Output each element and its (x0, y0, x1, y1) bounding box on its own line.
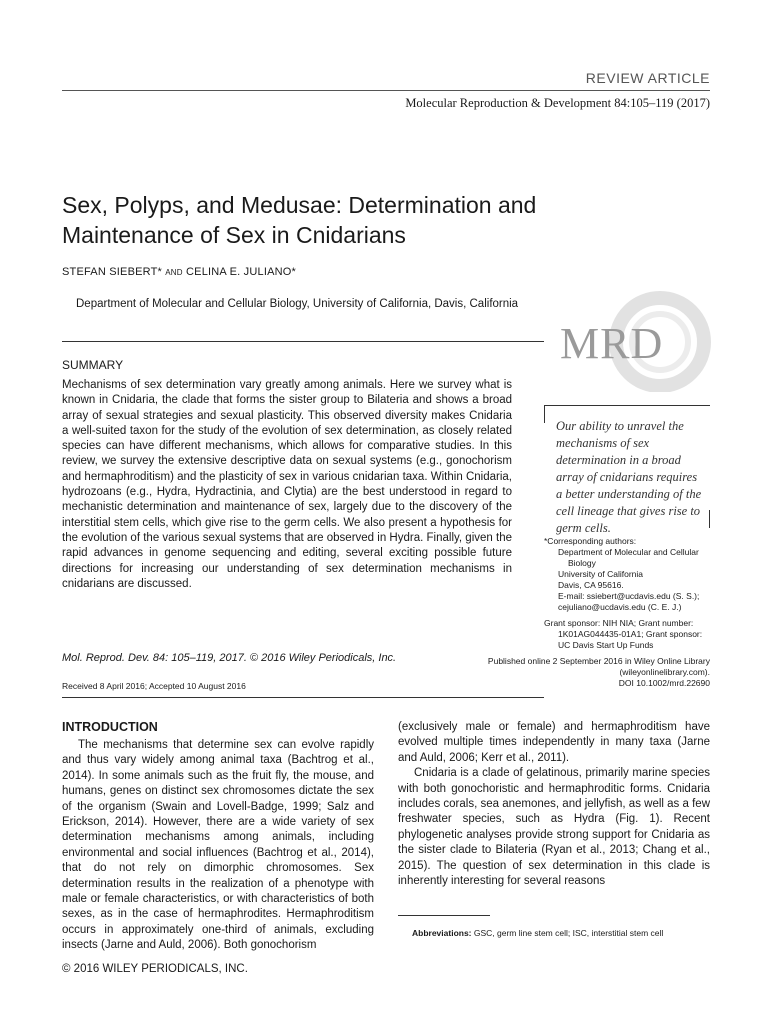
grant-line: Grant sponsor: NIH NIA; Grant number: (544, 618, 694, 628)
article-title: Sex, Polyps, and Medusae: Determination and Maintenance of Sex in Cnidarians (62, 192, 537, 248)
pull-quote: Our ability to unravel the mechanisms of sex determination in a broad array of cnidarians requires a better understanding of the cell lineage that gives rise to germ cells. (556, 419, 702, 535)
summary-rule (62, 341, 544, 342)
grant-line: UC Davis Start Up Funds (558, 640, 654, 650)
body-column-1 (62, 738, 374, 954)
corr-line: Biology (568, 558, 596, 568)
article-type-label: REVIEW ARTICLE (585, 70, 710, 86)
received-dates: Received 8 April 2016; Accepted 10 August 2016 (62, 681, 246, 691)
author-line (62, 266, 296, 278)
introduction-heading: INTRODUCTION (62, 720, 158, 734)
footnote-rule (398, 915, 490, 916)
summary-heading: SUMMARY (62, 358, 124, 372)
grant-info (544, 618, 716, 651)
header-rule (62, 90, 710, 91)
grant-line: 1K01AG044435-01A1; Grant sponsor: (558, 629, 703, 639)
doi-link[interactable]: DOI 10.1002/mrd.22690 (618, 678, 710, 688)
publication-link[interactable]: (wileyonlinelibrary.com). (619, 667, 710, 677)
journal-citation: Molecular Reproduction & Development 84:105–119 (2017) (405, 96, 710, 110)
author-1: STEFAN SIEBERT* (62, 266, 162, 278)
body-column-2 (398, 720, 710, 889)
corr-email[interactable]: cejuliano@ucdavis.edu (C. E. J.) (558, 602, 682, 612)
body-paragraph: (exclusively male or female) and hermaphroditism have evolved multiple times independently in many taxa (Jarne and Auld, 2006; Kerr et al., 2011). (398, 721, 710, 764)
article-citation: Mol. Reprod. Dev. 84: 105–119, 2017. © 2016 Wiley Periodicals, Inc. (62, 652, 397, 664)
corresponding-authors (544, 536, 714, 613)
abbreviations-footnote (412, 928, 663, 938)
author-conjunction: AND (165, 268, 183, 277)
abbreviations-text: GSC, germ line stem cell; ISC, interstitial stem cell (471, 928, 664, 938)
body-paragraph: The mechanisms that determine sex can evolve rapidly and thus vary widely among animal taxa (Bachtrog et al., 2014). In some animals such as the fruit fly, the mouse, and humans, genes on distinct sex chromosomes dictate the sex of the organism (Swain and Lovell-Badge, 1999; Salz and Erickson, 2014). However, there are a wide variety of sex determination mechanisms among animals, including environmental and social influences (Bachtrog et al., 2014), that do not rely on dimorphic chromosomes. Sex determination results in the realization of a phenotype with male or female characteristics, or with characteristics of both sexes, as in the case of hermaphrodites. Hermaphroditism occurs in approximately one-third of animals, excluding insects (Jarne and Auld, 2006). Both gonochorism (62, 739, 374, 952)
corr-label: *Corresponding authors: (544, 536, 637, 546)
body-paragraph: Cnidaria is a clade of gelatinous, primarily marine species with both gonochoristic and hermaphroditic forms. Cnidaria includes corals, sea anemones, and jellyfish, as well as a few freshwater species, such as Hydra (Fig. 1). Recent phylogenetic analyses provide strong support for Cnidaria as the sister clade to Bilateria (Ryan et al., 2013; Chang et al., 2015). The question of sex determination in this clade is inherently interesting for several reasons (398, 767, 710, 888)
author-2: CELINA E. JULIANO* (186, 266, 297, 278)
journal-logo-text: MRD (560, 319, 664, 368)
publication-info (470, 656, 710, 689)
corr-email[interactable]: E-mail: ssiebert@ucdavis.edu (S. S.); (558, 591, 700, 601)
received-rule (62, 697, 544, 698)
corr-line: Davis, CA 95616. (558, 580, 624, 590)
corr-line: University of California (558, 569, 644, 579)
affiliation: Department of Molecular and Cellular Biology, University of California, Davis, California (76, 298, 519, 310)
summary-text: Mechanisms of sex determination vary greatly among animals. Here we survey what is known in Cnidaria, the clade that forms the sister group to Bilateria and shows a broad array of sexual strategies and sexual plasticity. This observed diversity makes Cnidaria a well-suited taxon for the study of the evolution of sex determination, as closely related species can have different mechanisms, which allows for comparative studies. In this review, we survey the extensive descriptive data on sexual systems (e.g., gonochorism and hermaphroditism) and the plasticity of sex in various cnidarian taxa. Within Cnidaria, hydrozoans (e.g., Hydra, Hydractinia, and Clytia) are the best understood in regard to mechanistic determination and maintenance of sex, largely due to the discovery of the interstitial stem cells, which give rise to the germ cells. We also present a hypothesis for the evolution of the various sexual systems that are observed in Hydra. Finally, given the rapid advances in genome sequencing and editing, several exciting possible future directions for increasing our understanding of sex determination mechanisms in cnidarians are discussed. (62, 379, 512, 590)
corr-line: Department of Molecular and Cellular (558, 547, 699, 557)
abbreviations-label: Abbreviations: (412, 928, 472, 938)
copyright-footer: © 2016 WILEY PERIODICALS, INC. (62, 963, 248, 975)
publication-line: Published online 2 September 2016 in Wiley Online Library (487, 656, 710, 666)
